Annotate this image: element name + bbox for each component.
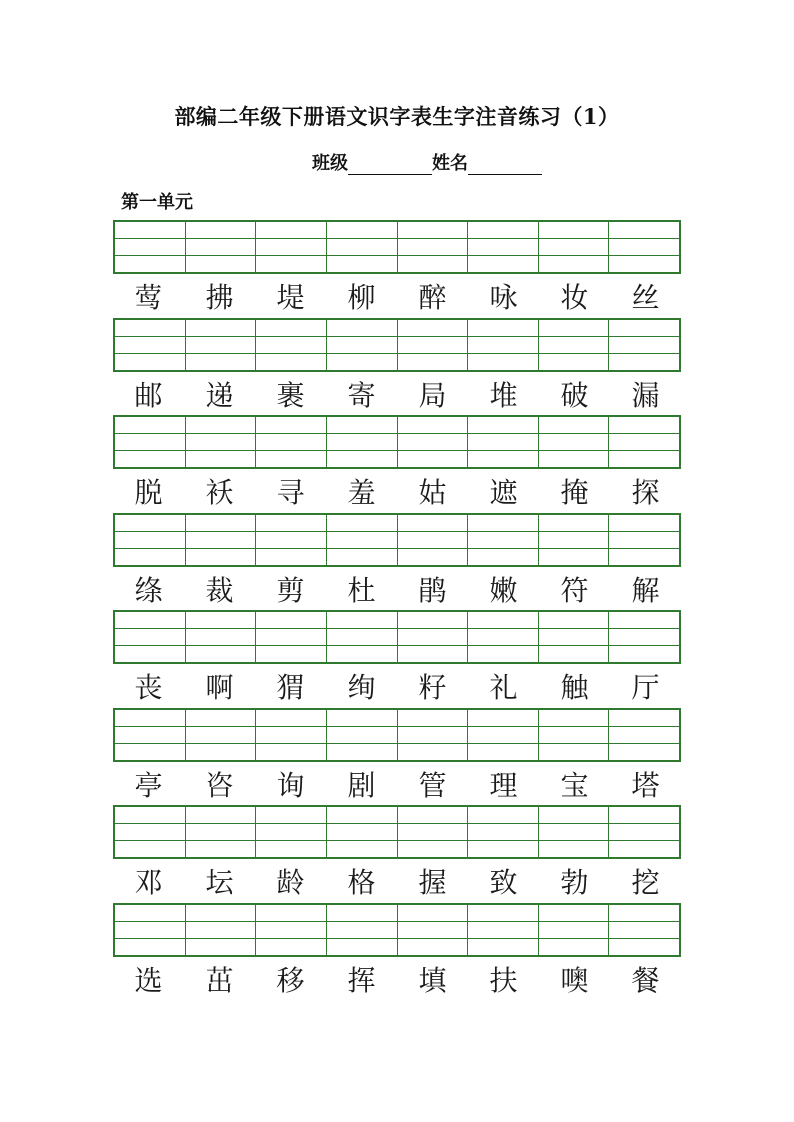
- pinyin-grid-row: [113, 318, 681, 372]
- pinyin-writing-box[interactable]: [327, 417, 398, 467]
- chinese-character: 醉: [418, 281, 447, 314]
- character-row: [113, 766, 681, 806]
- pinyin-writing-box[interactable]: [327, 320, 398, 370]
- pinyin-grid-row: [113, 903, 681, 957]
- pinyin-writing-box[interactable]: [327, 807, 398, 857]
- chinese-character: 解: [631, 574, 660, 607]
- pinyin-writing-box[interactable]: [398, 515, 469, 565]
- pinyin-writing-box[interactable]: [398, 417, 469, 467]
- chinese-character: 袄: [205, 476, 234, 509]
- pinyin-writing-box[interactable]: [539, 905, 610, 955]
- chinese-character: 妆: [560, 281, 589, 314]
- pinyin-writing-box[interactable]: [609, 905, 679, 955]
- chinese-character: 脱: [134, 476, 163, 509]
- chinese-character: 剧: [347, 769, 376, 802]
- chinese-character: 扶: [489, 964, 518, 997]
- pinyin-writing-box[interactable]: [609, 612, 679, 662]
- page-title: 部编二年级下册语文识字表生字注音练习（1）: [174, 104, 620, 129]
- pinyin-grid-row: [113, 220, 681, 274]
- chinese-character: 堤: [276, 281, 305, 314]
- chinese-character: 餐: [631, 964, 660, 997]
- character-row: [113, 668, 681, 708]
- pinyin-writing-box[interactable]: [539, 710, 610, 760]
- chinese-character: 符: [560, 574, 589, 607]
- character-row: [113, 376, 681, 416]
- chinese-character: 啊: [205, 671, 234, 704]
- pinyin-writing-box[interactable]: [468, 612, 539, 662]
- pinyin-writing-box[interactable]: [256, 807, 327, 857]
- name-blank[interactable]: [468, 156, 542, 175]
- chinese-character: 绚: [347, 671, 376, 704]
- pinyin-writing-box[interactable]: [398, 710, 469, 760]
- pinyin-writing-box[interactable]: [115, 905, 186, 955]
- name-label: 姓名: [432, 153, 468, 174]
- chinese-character: 触: [560, 671, 589, 704]
- chinese-character: 致: [489, 866, 518, 899]
- pinyin-writing-box[interactable]: [327, 905, 398, 955]
- chinese-character: 寻: [276, 476, 305, 509]
- pinyin-writing-box[interactable]: [609, 515, 679, 565]
- pinyin-writing-box[interactable]: [398, 320, 469, 370]
- pinyin-grid-row: [113, 708, 681, 762]
- pinyin-writing-box[interactable]: [468, 905, 539, 955]
- pinyin-writing-box[interactable]: [468, 320, 539, 370]
- chinese-character: 羞: [347, 476, 376, 509]
- pinyin-writing-box[interactable]: [256, 320, 327, 370]
- pinyin-writing-box[interactable]: [539, 612, 610, 662]
- chinese-character: 亭: [134, 769, 163, 802]
- pinyin-writing-box[interactable]: [186, 320, 257, 370]
- pinyin-writing-box[interactable]: [115, 222, 186, 272]
- pinyin-writing-box[interactable]: [398, 222, 469, 272]
- chinese-character: 坛: [205, 866, 234, 899]
- pinyin-grid-row: [113, 513, 681, 567]
- pinyin-writing-box[interactable]: [609, 222, 679, 272]
- chinese-character: 格: [347, 866, 376, 899]
- pinyin-writing-box[interactable]: [398, 612, 469, 662]
- pinyin-writing-box[interactable]: [609, 807, 679, 857]
- chinese-character: 堆: [489, 379, 518, 412]
- pinyin-writing-box[interactable]: [327, 710, 398, 760]
- chinese-character: 邓: [134, 866, 163, 899]
- pinyin-writing-box[interactable]: [398, 807, 469, 857]
- chinese-character: 挖: [631, 866, 660, 899]
- chinese-character: 塔: [631, 769, 660, 802]
- pinyin-writing-box[interactable]: [468, 515, 539, 565]
- pinyin-writing-box[interactable]: [186, 807, 257, 857]
- chinese-character: 裁: [205, 574, 234, 607]
- pinyin-grid-row: [113, 415, 681, 469]
- unit-heading: 第一单元: [121, 192, 193, 213]
- chinese-character: 握: [418, 866, 447, 899]
- chinese-character: 咏: [489, 281, 518, 314]
- pinyin-writing-box[interactable]: [115, 515, 186, 565]
- character-row: [113, 571, 681, 611]
- chinese-character: 厅: [631, 671, 660, 704]
- chinese-character: 咨: [205, 769, 234, 802]
- chinese-character: 拂: [205, 281, 234, 314]
- pinyin-writing-box[interactable]: [186, 612, 257, 662]
- pinyin-writing-box[interactable]: [539, 807, 610, 857]
- chinese-character: 移: [276, 964, 305, 997]
- character-row: [113, 863, 681, 903]
- chinese-character: 探: [631, 476, 660, 509]
- pinyin-writing-box[interactable]: [115, 612, 186, 662]
- chinese-character: 礼: [489, 671, 518, 704]
- chinese-character: 遮: [489, 476, 518, 509]
- class-label: 班级: [312, 153, 348, 174]
- character-row: [113, 473, 681, 513]
- chinese-character: 管: [418, 769, 447, 802]
- character-row: [113, 961, 681, 1001]
- pinyin-writing-box[interactable]: [468, 807, 539, 857]
- chinese-character: 漏: [631, 379, 660, 412]
- pinyin-writing-box[interactable]: [115, 320, 186, 370]
- chinese-character: 掩: [560, 476, 589, 509]
- pinyin-grid-row: [113, 610, 681, 664]
- chinese-character: 茁: [205, 964, 234, 997]
- pinyin-writing-box[interactable]: [468, 710, 539, 760]
- pinyin-writing-box[interactable]: [539, 417, 610, 467]
- pinyin-writing-box[interactable]: [609, 710, 679, 760]
- chinese-character: 局: [418, 379, 447, 412]
- pinyin-writing-box[interactable]: [327, 612, 398, 662]
- chinese-character: 邮: [134, 379, 163, 412]
- pinyin-writing-box[interactable]: [539, 515, 610, 565]
- pinyin-writing-box[interactable]: [256, 515, 327, 565]
- pinyin-writing-box[interactable]: [256, 710, 327, 760]
- pinyin-writing-box[interactable]: [186, 710, 257, 760]
- chinese-character: 杜: [347, 574, 376, 607]
- pinyin-writing-box[interactable]: [539, 222, 610, 272]
- pinyin-writing-box[interactable]: [115, 807, 186, 857]
- chinese-character: 理: [489, 769, 518, 802]
- chinese-character: 挥: [347, 964, 376, 997]
- pinyin-writing-box[interactable]: [186, 417, 257, 467]
- chinese-character: 剪: [276, 574, 305, 607]
- chinese-character: 丝: [631, 281, 660, 314]
- pinyin-grid-row: [113, 805, 681, 859]
- pinyin-writing-box[interactable]: [256, 417, 327, 467]
- chinese-character: 询: [276, 769, 305, 802]
- chinese-character: 选: [134, 964, 163, 997]
- chinese-character: 姑: [418, 476, 447, 509]
- chinese-character: 龄: [276, 866, 305, 899]
- pinyin-writing-box[interactable]: [609, 320, 679, 370]
- chinese-character: 嫩: [489, 574, 518, 607]
- pinyin-writing-box[interactable]: [609, 417, 679, 467]
- pinyin-writing-box[interactable]: [539, 320, 610, 370]
- chinese-character: 噢: [560, 964, 589, 997]
- chinese-character: 勃: [560, 866, 589, 899]
- pinyin-writing-box[interactable]: [398, 905, 469, 955]
- pinyin-writing-box[interactable]: [186, 905, 257, 955]
- character-row: [113, 278, 681, 318]
- pinyin-writing-box[interactable]: [468, 417, 539, 467]
- chinese-character: 递: [205, 379, 234, 412]
- chinese-character: 宝: [560, 769, 589, 802]
- pinyin-writing-box[interactable]: [256, 222, 327, 272]
- chinese-character: 鹃: [418, 574, 447, 607]
- chinese-character: 破: [560, 379, 589, 412]
- chinese-character: 籽: [418, 671, 447, 704]
- chinese-character: 寄: [347, 379, 376, 412]
- pinyin-writing-box[interactable]: [256, 905, 327, 955]
- chinese-character: 裹: [276, 379, 305, 412]
- pinyin-writing-box[interactable]: [115, 417, 186, 467]
- pinyin-writing-box[interactable]: [186, 222, 257, 272]
- pinyin-writing-box[interactable]: [115, 710, 186, 760]
- pinyin-writing-box[interactable]: [256, 612, 327, 662]
- pinyin-writing-box[interactable]: [327, 222, 398, 272]
- student-info: [312, 149, 542, 175]
- chinese-character: 猬: [276, 671, 305, 704]
- pinyin-writing-box[interactable]: [468, 222, 539, 272]
- chinese-character: 柳: [347, 281, 376, 314]
- chinese-character: 填: [418, 964, 447, 997]
- chinese-character: 莺: [134, 281, 163, 314]
- chinese-character: 绦: [134, 574, 163, 607]
- pinyin-writing-box[interactable]: [327, 515, 398, 565]
- pinyin-writing-box[interactable]: [186, 515, 257, 565]
- class-blank[interactable]: [348, 156, 432, 175]
- chinese-character: 丧: [134, 671, 163, 704]
